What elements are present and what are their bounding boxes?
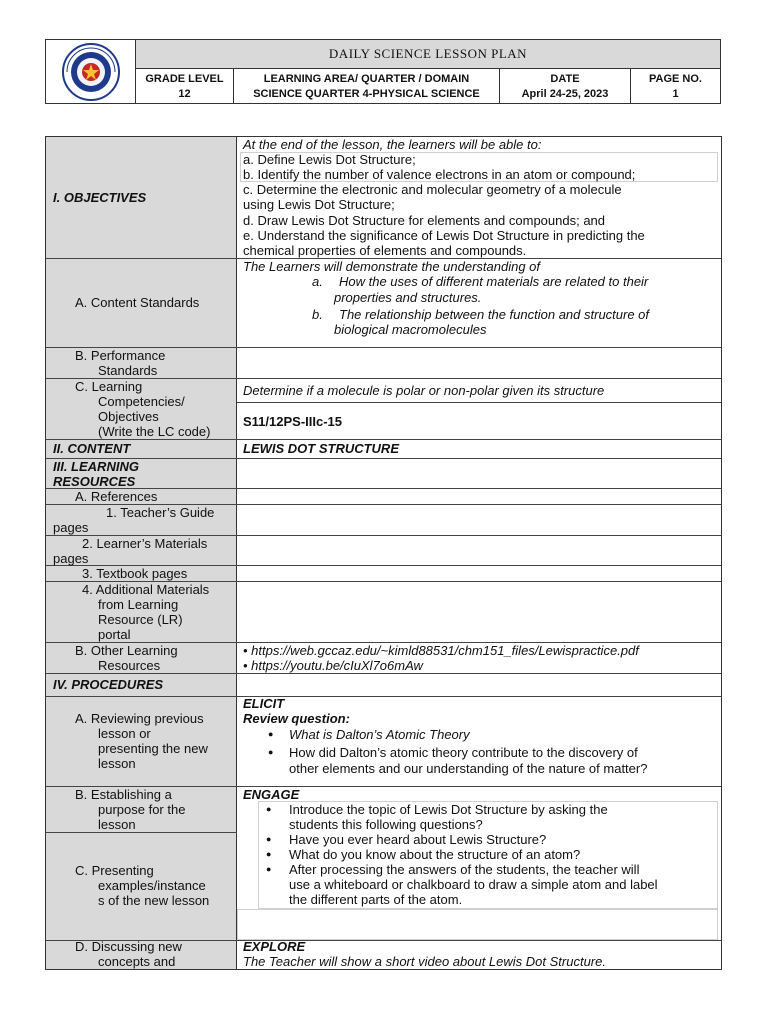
deped-seal <box>46 40 136 103</box>
reviewing-label-4: lesson <box>98 756 136 771</box>
other-resources-label: B. Other Learning <box>75 643 178 658</box>
content-label: II. CONTENT <box>53 441 131 456</box>
page-no-cell <box>631 69 720 103</box>
establishing-purpose-label-2: purpose for the <box>98 802 186 817</box>
engage-heading: ENGAGE <box>243 787 300 802</box>
engage-item-1: Introduce the topic of Lewis Dot Structure by asking the <box>289 802 608 817</box>
learning-area-label: LEARNING AREA/ QUARTER / DOMAIN <box>263 73 470 85</box>
learning-area-value: SCIENCE QUARTER 4-PHYSICAL SCIENCE <box>253 88 480 100</box>
content-value: LEWIS DOT STRUCTURE <box>243 441 399 456</box>
lesson-plan-table <box>45 136 722 970</box>
lesson-plan-header <box>45 39 721 104</box>
document-title: DAILY SCIENCE LESSON PLAN <box>136 40 720 69</box>
learning-competency-text: Determine if a molecule is polar or non-polar given its structure <box>243 383 605 398</box>
learners-materials-label-cont: pages <box>53 551 89 566</box>
references-label: A. References <box>75 489 158 504</box>
content-standard-b-mark: b. <box>312 307 323 322</box>
reviewing-label-3: presenting the new <box>98 741 208 756</box>
content-standard-a-mark: a. <box>312 274 323 289</box>
textbook-pages-label: 3. Textbook pages <box>82 566 188 581</box>
discussing-concepts-label: D. Discussing new <box>75 939 182 954</box>
page-no-label: PAGE NO. <box>649 73 702 85</box>
resource-link-pdf[interactable]: • https://web.gccaz.edu/~kimld88531/chm151_files/Lewispractice.pdf <box>243 643 639 658</box>
engage-item-2: Have you ever heard about Lewis Structure? <box>289 832 547 847</box>
additional-materials-label-4: portal <box>98 627 131 642</box>
learning-resources-label: III. LEARNING <box>53 459 139 474</box>
bullet-icon: ● <box>268 747 274 757</box>
lc-code: S11/12PS-IIIc-15 <box>243 414 343 429</box>
explore-heading: EXPLORE <box>243 939 306 954</box>
bullet-icon: ● <box>266 849 272 859</box>
learning-competencies-label-4: (Write the LC code) <box>98 424 211 439</box>
engage-item-4-cont-2: the different parts of the atom. <box>289 892 463 907</box>
review-question-1: What is Dalton’s Atomic Theory <box>289 727 470 742</box>
objective-d: d. Draw Lewis Dot Structure for elements and compounds; and <box>243 213 606 228</box>
bullet-icon: ● <box>266 864 272 874</box>
teachers-guide-label: 1. Teacher’s Guide <box>106 505 215 520</box>
bullet-icon: ● <box>266 804 272 814</box>
presenting-examples-label: C. Presenting <box>75 863 154 878</box>
content-standard-a-cont: properties and structures. <box>334 290 482 305</box>
objective-c-cont: using Lewis Dot Structure; <box>243 197 395 212</box>
objectives-intro: At the end of the lesson, the learners will be able to: <box>243 137 542 152</box>
content-standards-label: A. Content Standards <box>75 295 200 310</box>
date-value: April 24-25, 2023 <box>521 88 609 100</box>
content-standard-b-cont: biological macromolecules <box>334 322 487 337</box>
reviewing-label: A. Reviewing previous <box>75 711 204 726</box>
learning-area-cell <box>234 69 500 103</box>
reviewing-label-2: lesson or <box>98 726 151 741</box>
presenting-examples-label-3: s of the new lesson <box>98 893 210 908</box>
additional-materials-label: 4. Additional Materials <box>82 582 210 597</box>
date-label: DATE <box>550 73 580 85</box>
learners-materials-label: 2. Learner’s Materials <box>82 536 208 551</box>
explore-text: The Teacher will show a short video about Lewis Dot Structure. <box>243 954 606 969</box>
engage-item-3: What do you know about the structure of an atom? <box>289 847 581 862</box>
additional-materials-label-2: from Learning <box>98 597 179 612</box>
review-question-heading: Review question: <box>243 711 350 726</box>
objective-b: b. Identify the number of valence electrons in an atom or compound; <box>243 167 636 182</box>
page-no-value: 1 <box>672 88 679 100</box>
review-question-2-cont: other elements and our understanding of the nature of matter? <box>289 761 648 776</box>
establishing-purpose-label: B. Establishing a <box>75 787 172 802</box>
procedures-label: IV. PROCEDURES <box>53 677 164 692</box>
objective-e-cont: chemical properties of elements and compounds. <box>243 243 527 258</box>
learning-competencies-label-2: Competencies/ <box>98 394 185 409</box>
learning-competencies-label: C. Learning <box>75 379 143 394</box>
performance-standards-label: B. Performance <box>75 348 166 363</box>
objective-c: c. Determine the electronic and molecular geometry of a molecule <box>243 182 622 197</box>
learning-competencies-label-3: Objectives <box>98 409 159 424</box>
objectives-label: I. OBJECTIVES <box>53 190 147 205</box>
engage-item-4-cont: use a whiteboard or chalkboard to draw a simple atom and label <box>289 877 658 892</box>
review-question-2: How did Dalton’s atomic theory contribute to the discovery of <box>289 745 638 760</box>
performance-standards-label-cont: Standards <box>98 363 158 378</box>
objective-a: a. Define Lewis Dot Structure; <box>243 152 416 167</box>
grade-level-value: 12 <box>178 88 191 100</box>
other-resources-label-cont: Resources <box>98 658 161 673</box>
bullet-icon: ● <box>268 729 274 739</box>
content-standards-intro: The Learners will demonstrate the understanding of <box>243 259 541 274</box>
bullet-icon: ● <box>266 834 272 844</box>
resource-link-video[interactable]: • https://youtu.be/cIuXl7o6mAw <box>243 658 423 673</box>
elicit-heading: ELICIT <box>243 696 285 711</box>
engage-item-1-cont: students this following questions? <box>289 817 483 832</box>
learning-resources-label-cont: RESOURCES <box>53 474 136 489</box>
additional-materials-label-3: Resource (LR) <box>98 612 183 627</box>
engage-item-4: After processing the answers of the students, the teacher will <box>289 862 640 877</box>
objective-e: e. Understand the significance of Lewis Dot Structure in predicting the <box>243 228 645 243</box>
content-standard-b: The relationship between the function and structure of <box>339 307 650 322</box>
deped-seal-icon <box>57 42 125 102</box>
content-standard-a: How the uses of different materials are related to their <box>339 274 649 289</box>
presenting-examples-label-2: examples/instance <box>98 878 206 893</box>
grade-level-cell <box>136 69 234 103</box>
grade-level-label: GRADE LEVEL <box>145 73 224 85</box>
discussing-concepts-label-2: concepts and <box>98 954 176 969</box>
date-cell <box>500 69 631 103</box>
teachers-guide-label-cont: pages <box>53 520 89 535</box>
establishing-purpose-label-3: lesson <box>98 817 136 832</box>
